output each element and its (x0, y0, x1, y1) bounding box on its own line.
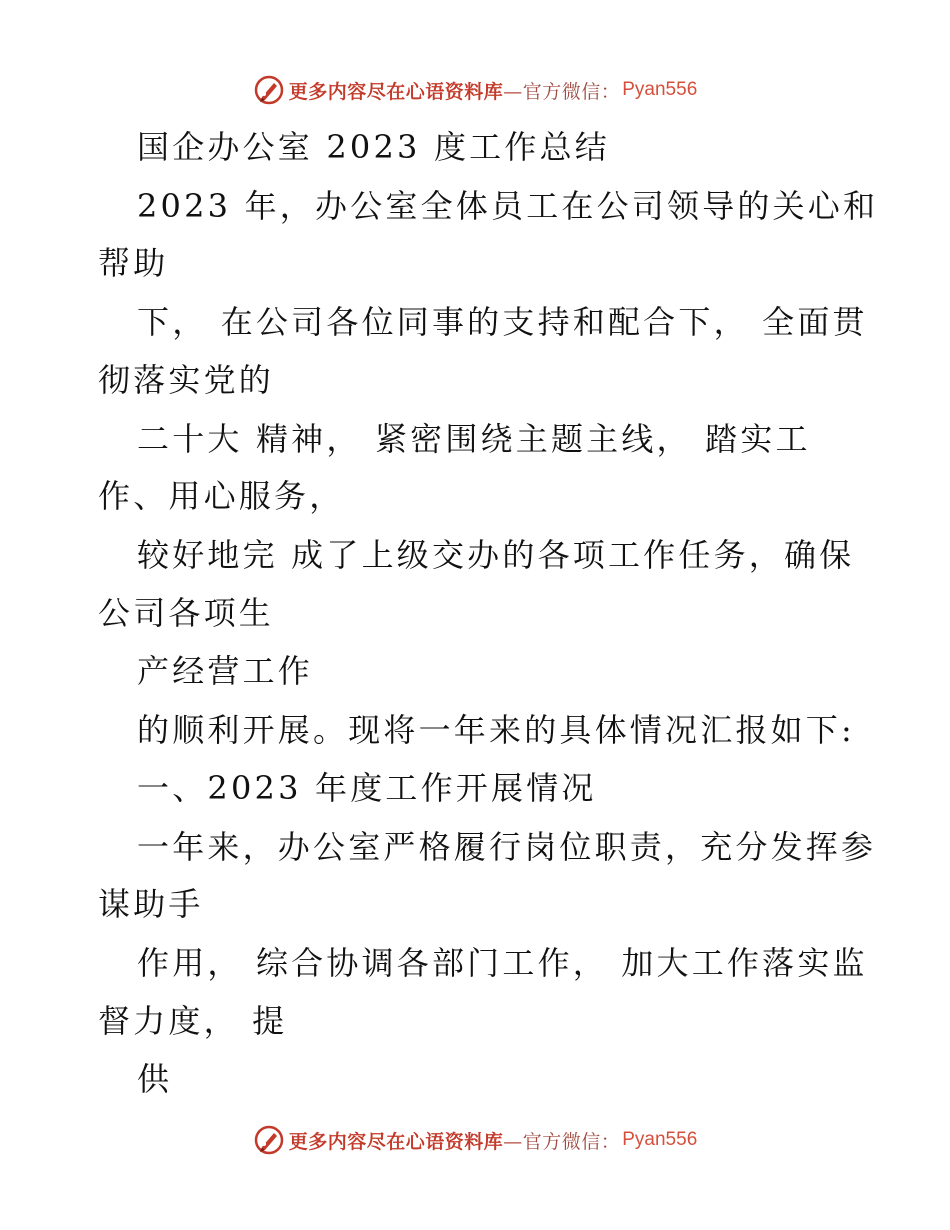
banner-separator: — (503, 1130, 523, 1153)
text-line: 谋助手 (98, 885, 204, 923)
footer-banner (0, 1120, 950, 1160)
text-line: 2023 年，办公室全体员工在公司领导的关心和 (137, 187, 879, 225)
pen-logo-icon (253, 74, 285, 106)
text-line: 作、用心服务， (98, 477, 345, 515)
banner-wechat-id: Pyan556 (622, 79, 698, 100)
document-title: 国企办公室 2023 度工作总结 (137, 128, 610, 166)
text-line: 下， 在公司各位同事的支持和配合下， 全面贯 (137, 303, 868, 341)
text-line: 供 (137, 1060, 173, 1098)
text-line: 的顺利开展。现将一年来的具体情况汇报如下: (137, 711, 855, 749)
banner-wechat-id: Pyan556 (622, 1129, 698, 1150)
banner-separator: — (503, 80, 523, 103)
text-line: 较好地完 成了上级交办的各项工作任务，确保 (137, 536, 855, 574)
banner-sub: 官方微信： (522, 1130, 621, 1153)
text-line: 二十大 精神， 紧密围绕主题主线， 踏实工 (137, 420, 811, 458)
text-line: 公司各项生 (98, 594, 275, 632)
text-line: 帮助 (98, 244, 169, 282)
text-line: 督力度， 提 (98, 1002, 288, 1040)
banner-title: 更多内容尽在心语资料库 (288, 1130, 504, 1153)
banner-text (289, 77, 621, 104)
text-line: 产经营工作 (137, 652, 314, 690)
text-line: 彻落实党的 (98, 361, 275, 399)
text-line: 一年来，办公室严格履行岗位职责，充分发挥参 (137, 828, 877, 866)
header-banner (0, 70, 950, 110)
banner-title: 更多内容尽在心语资料库 (288, 80, 504, 103)
text-line: 作用， 综合协调各部门工作， 加大工作落实监 (137, 944, 868, 982)
section-heading: 一、2023 年度工作开展情况 (137, 769, 597, 807)
pen-logo-icon (253, 1124, 285, 1156)
banner-sub: 官方微信： (522, 80, 621, 103)
banner-text (289, 1127, 621, 1154)
